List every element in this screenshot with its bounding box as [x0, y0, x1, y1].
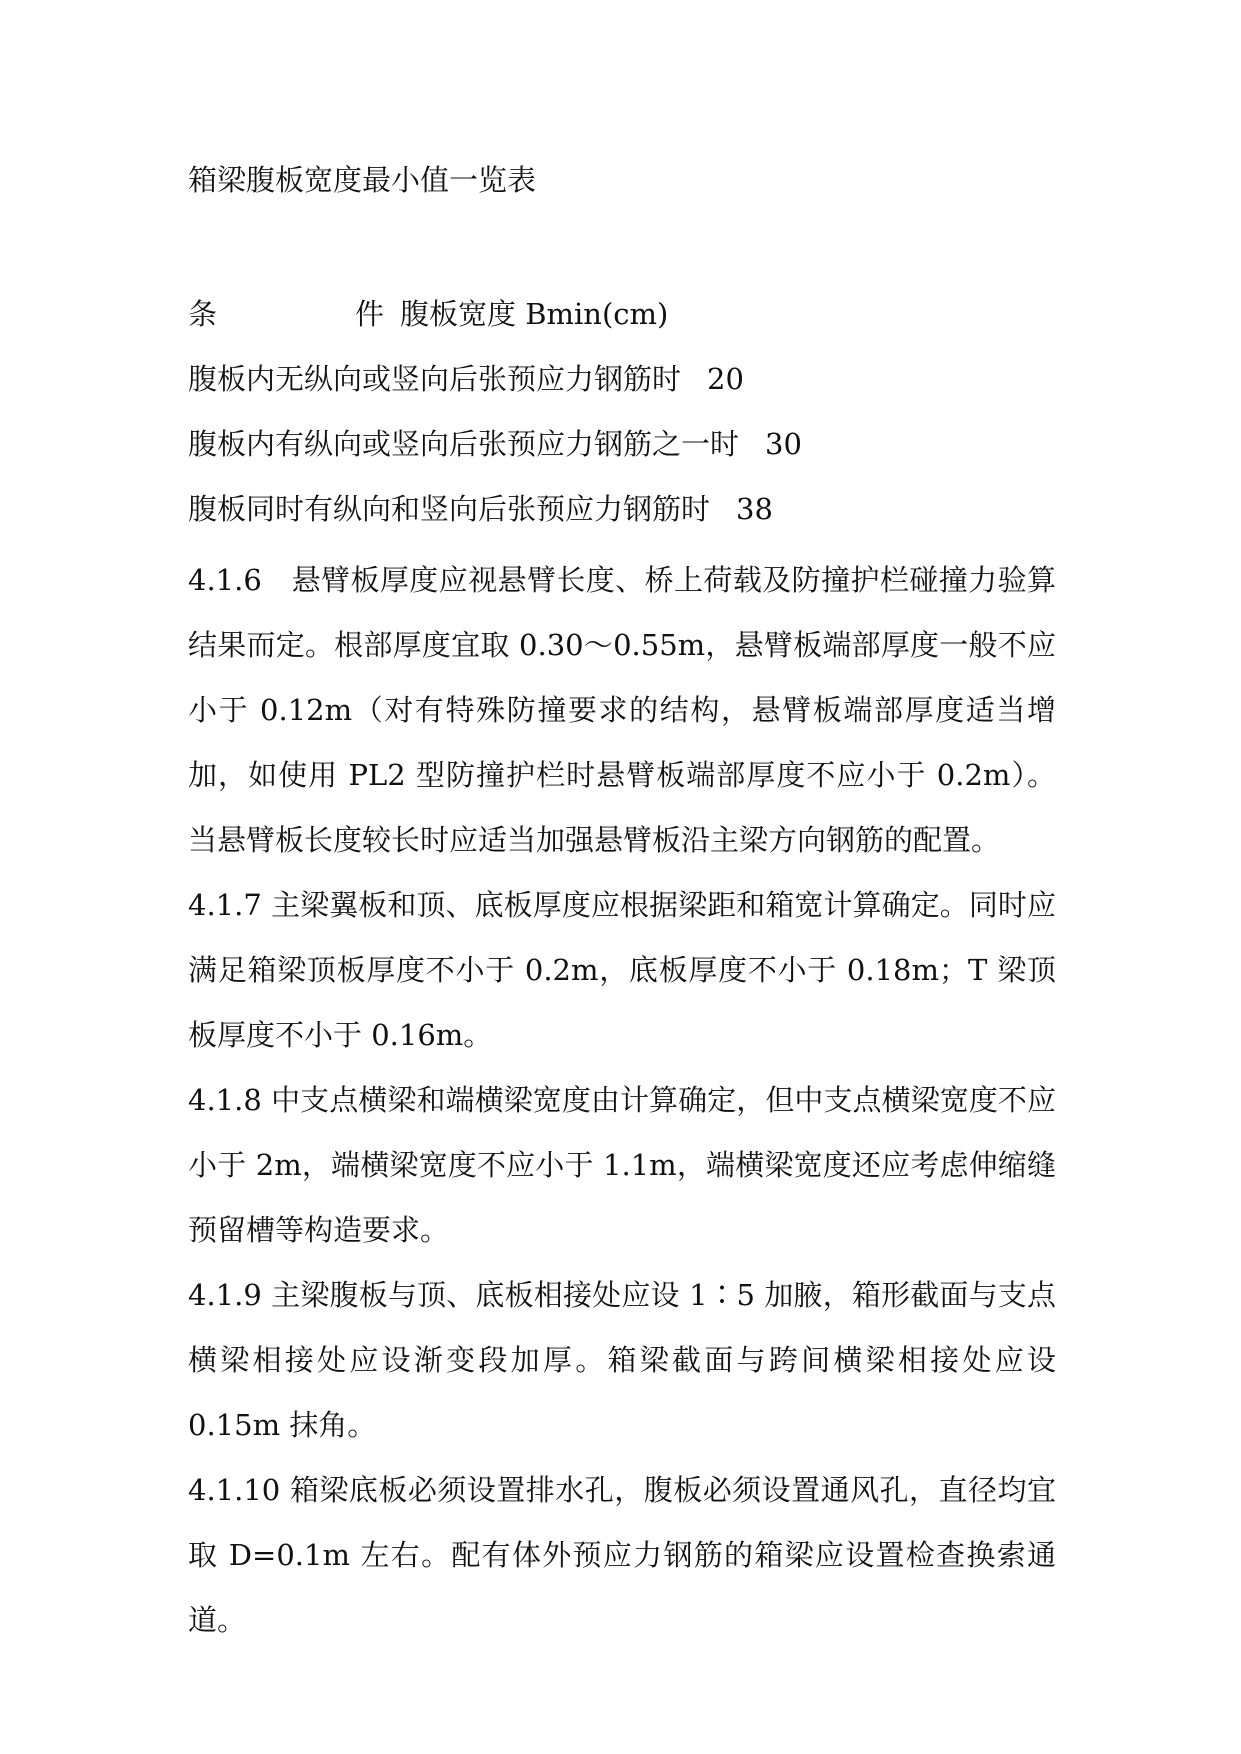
document-body	[188, 548, 1056, 1653]
clause-4-1-6: 4.1.6 悬臂板厚度应视悬臂长度、桥上荷载及防撞护栏碰撞力验算结果而定。根部厚度宜取 0.30～0.55m，悬臂板端部厚度一般不应小于 0.12m（对有特殊防撞要求的结构，悬臂板端部厚度适当增加，如使用 PL2 型防撞护栏时悬臂板端部厚度不应小于 0.2m）。当悬臂板长度较长时应适当加强悬臂板沿主梁方向钢筋的配置。	[188, 563, 1056, 857]
row-condition: 腹板同时有纵向和竖向后张预应力钢筋时	[188, 492, 711, 526]
header-web-width: 腹板宽度 Bmin(cm)	[400, 297, 669, 331]
clause-4-1-10: 4.1.10 箱梁底板必须设置排水孔，腹板必须设置通风孔，直径均宜取 D=0.1m 左右。配有体外预应力钢筋的箱梁应设置检查换索通道。	[188, 1473, 1056, 1637]
table-row	[188, 359, 1088, 424]
document-title: 箱梁腹板宽度最小值一览表	[188, 163, 537, 197]
clause-4-1-8: 4.1.8 中支点横梁和端横梁宽度由计算确定，但中支点横梁宽度不应小于 2m，端横梁宽度不应小于 1.1m，端横梁宽度还应考虑伸缩缝预留槽等构造要求。	[188, 1083, 1056, 1247]
table-row	[188, 424, 1088, 489]
table-row	[188, 489, 1088, 554]
row-value: 38	[736, 492, 773, 526]
row-condition: 腹板内有纵向或竖向后张预应力钢筋之一时	[188, 427, 740, 461]
row-value: 30	[765, 427, 802, 461]
min-web-width-table	[188, 294, 1088, 554]
row-condition: 腹板内无纵向或竖向后张预应力钢筋时	[188, 362, 682, 396]
row-value: 20	[707, 362, 744, 396]
header-condition: 条 件	[188, 297, 384, 331]
clause-4-1-7: 4.1.7 主梁翼板和顶、底板厚度应根据梁距和箱宽计算确定。同时应满足箱梁顶板厚度不小于 0.2m，底板厚度不小于 0.18m；T 梁顶板厚度不小于 0.16m。	[188, 888, 1056, 1052]
table-header-row	[188, 294, 1088, 359]
clause-4-1-9: 4.1.9 主梁腹板与顶、底板相接处应设 1∶5 加腋，箱形截面与支点横梁相接处应设渐变段加厚。箱梁截面与跨间横梁相接处应设 0.15m 抹角。	[188, 1278, 1056, 1442]
